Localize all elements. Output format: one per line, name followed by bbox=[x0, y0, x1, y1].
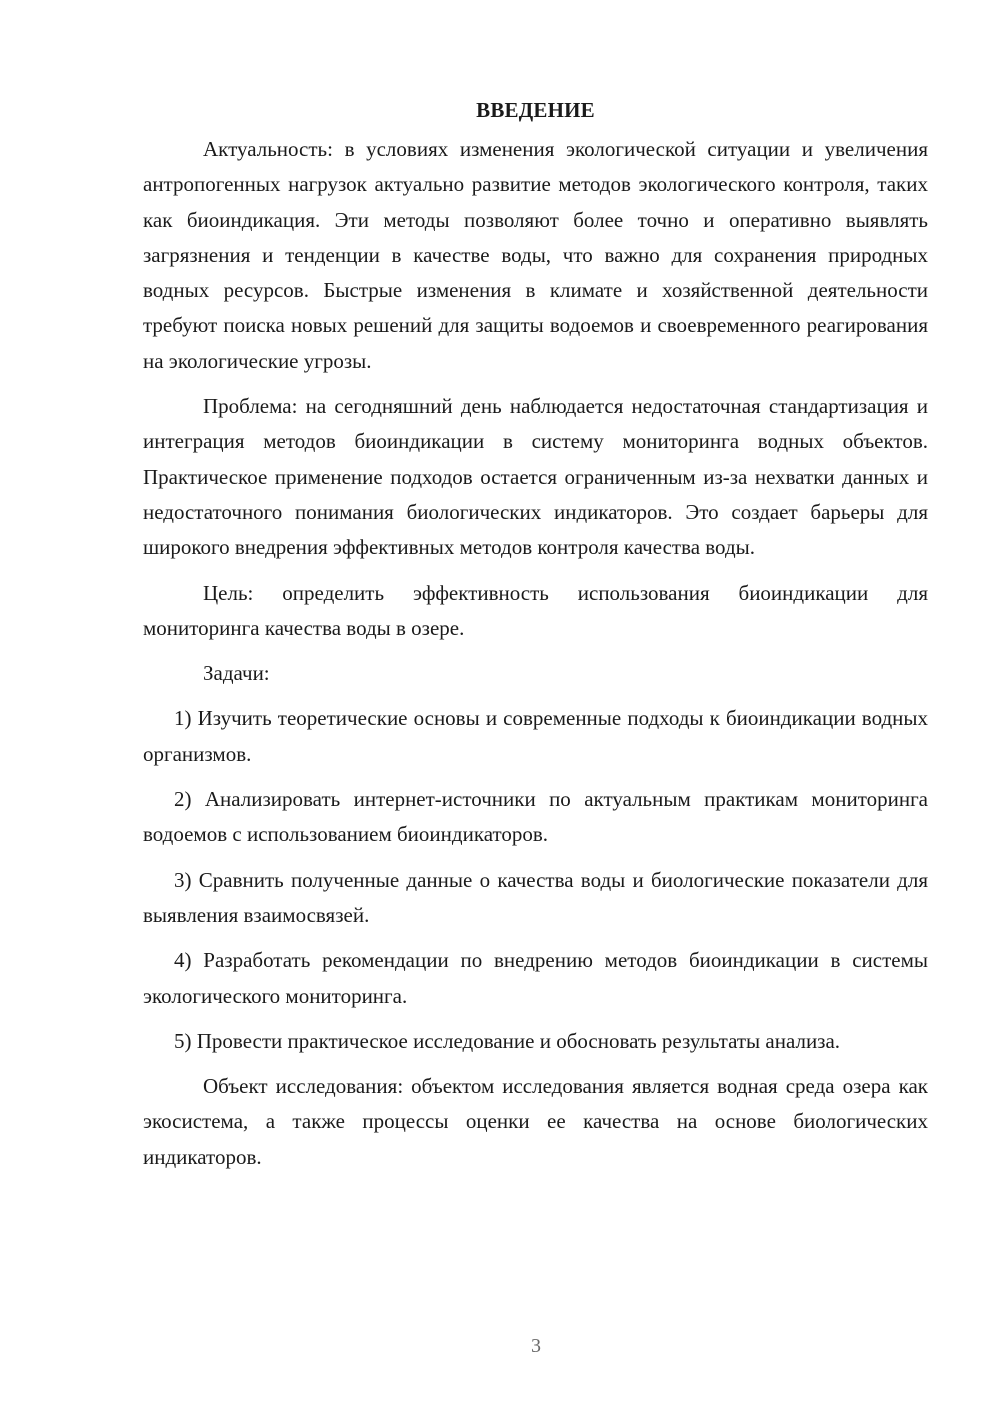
task-item-4: 4) Разработать рекомендации по внедрению методов биоиндикации в системы экологического мониторинга. bbox=[143, 948, 928, 1008]
object-paragraph: Объект исследования: объектом исследования является водная среда озера как экосистема, а также процессы оценки ее качества на основе биологических индикаторов. bbox=[143, 1074, 928, 1169]
page-number: 3 bbox=[531, 1335, 541, 1357]
page-title: ВВЕДЕНИЕ bbox=[476, 98, 595, 122]
task-item-2: 2) Анализировать интернет-источники по актуальным практикам мониторинга водоемов с использованием биоиндикаторов. bbox=[143, 787, 928, 847]
task-item-3: 3) Сравнить полученные данные о качества воды и биологические показатели для выявления взаимосвязей. bbox=[143, 867, 928, 927]
tasks-heading: Задачи: bbox=[203, 661, 270, 686]
task-item-1: 1) Изучить теоретические основы и современные подходы к биоиндикации водных организмов. bbox=[143, 706, 928, 766]
goal-paragraph: Цель: определить эффективность использования биоиндикации для мониторинга качества воды в озере. bbox=[143, 580, 928, 640]
task-item-5: 5) Провести практическое исследование и обосновать результаты анализа. bbox=[174, 1028, 841, 1053]
relevance-paragraph: Актуальность: в условиях изменения экологической ситуации и увеличения антропогенных нагрузок актуально развитие методов экологического контроля, таких как биоиндикация. Эти методы позволяют более точно и оперативно выявлять загрязнения и тенденции в качестве воды, что важно для сохранения природных водных ресурсов. Быстрые изменения в климате и хозяйственной деятельности требуют поиска новых решений для защиты водоемов и своевременного реагирования на экологические угрозы. bbox=[143, 137, 928, 373]
document-page bbox=[143, 96, 928, 1185]
problem-paragraph: Проблема: на сегодняшний день наблюдается недостаточная стандартизация и интеграция методов биоиндикации в систему мониторинга водных объектов. Практическое применение подходов остается ограниченным из-за нехватки данных и недостаточного понимания биологических индикаторов. Это создает барьеры для широкого внедрения эффективных методов контроля качества воды. bbox=[143, 394, 928, 560]
